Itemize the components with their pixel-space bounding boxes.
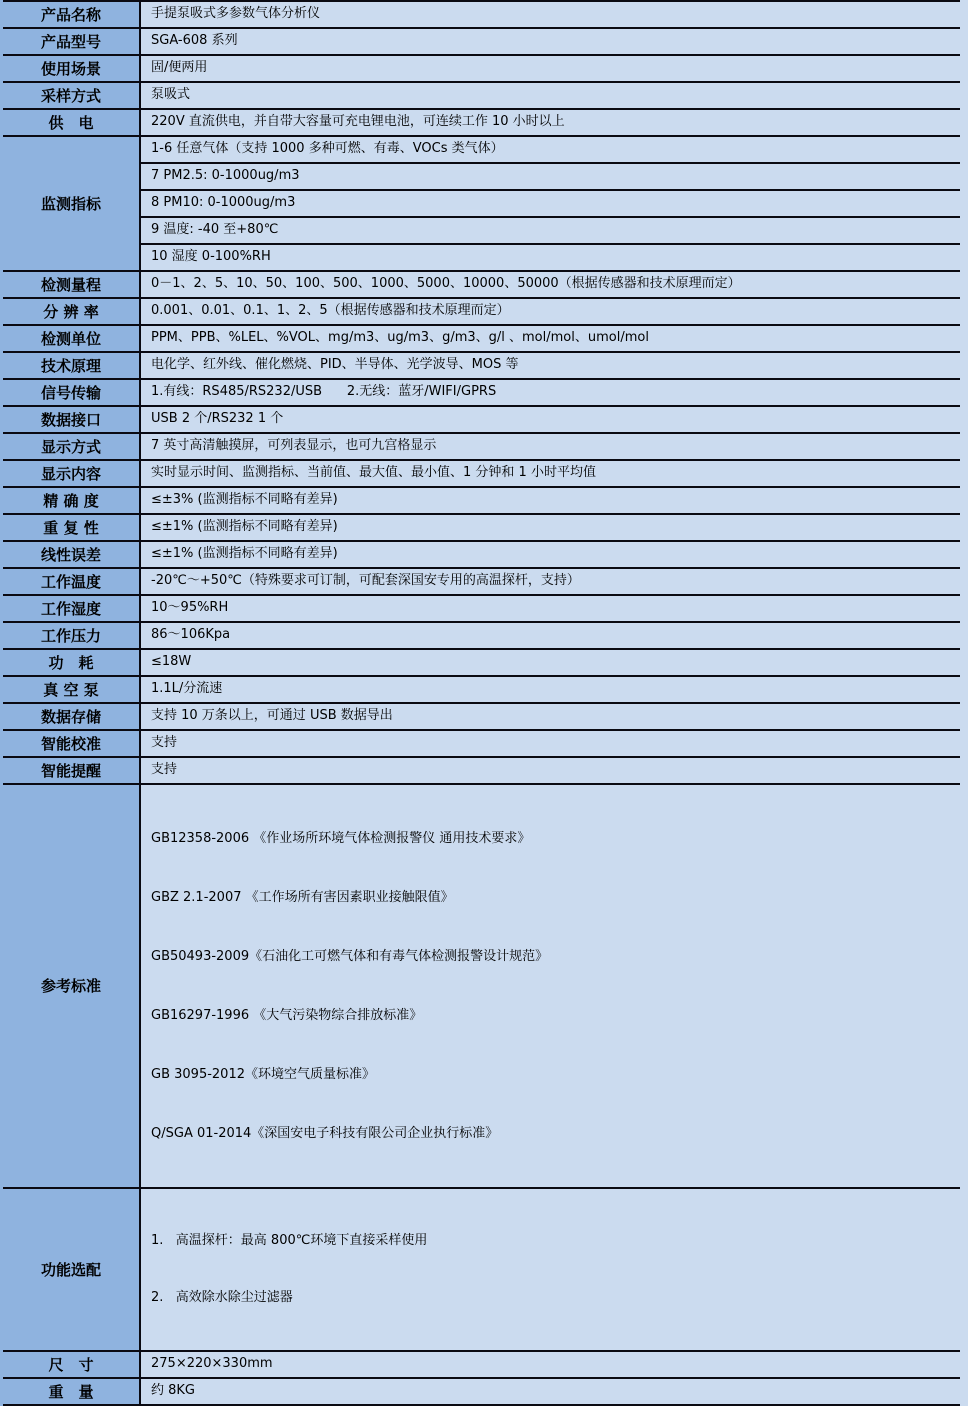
optional-features-label: 功能选配	[3, 1188, 140, 1351]
data-storage-value: 支持 10 万条以上，可通过 USB 数据导出	[140, 703, 960, 730]
detection-range-value: 0－1、2、5、10、50、100、500、1000、5000、10000、50000（根据传感器和技术原理而定）	[140, 271, 960, 298]
spec-row-monitoring-indicators	[3, 244, 960, 271]
product-name-value: 手提泵吸式多参数气体分析仪	[140, 1, 960, 28]
spec-row-weight	[3, 1378, 960, 1405]
power-consumption-value: ≤18W	[140, 649, 960, 676]
spec-row-smart-reminder	[3, 757, 960, 784]
vacuum-pump-value: 1.1L/分流速	[140, 676, 960, 703]
spec-row-detection-range	[3, 271, 960, 298]
resolution-value: 0.001、0.01、0.1、1、2、5（根据传感器和技术原理而定）	[140, 298, 960, 325]
spec-row-power-consumption	[3, 649, 960, 676]
spec-row-accuracy	[3, 487, 960, 514]
linearity-error-label: 线性误差	[3, 541, 140, 568]
spec-row-repeatability	[3, 514, 960, 541]
working-pressure-value: 86～106Kpa	[140, 622, 960, 649]
working-pressure-label: 工作压力	[3, 622, 140, 649]
spec-row-detection-unit	[3, 325, 960, 352]
monitoring-indicator-2: 7 PM2.5: 0-1000ug/m3	[140, 163, 960, 190]
display-content-label: 显示内容	[3, 460, 140, 487]
spec-row-power-supply	[3, 109, 960, 136]
spec-row-monitoring-indicators	[3, 163, 960, 190]
product-model-label: 产品型号	[3, 28, 140, 55]
spec-row-signal-transmission	[3, 379, 960, 406]
spec-row-linearity-error	[3, 541, 960, 568]
repeatability-label: 重 复 性	[3, 514, 140, 541]
smart-reminder-label: 智能提醒	[3, 757, 140, 784]
spec-row-resolution	[3, 298, 960, 325]
monitoring-indicator-4: 9 温度: -40 至+80℃	[140, 217, 960, 244]
display-mode-label: 显示方式	[3, 433, 140, 460]
working-humidity-value: 10～95%RH	[140, 595, 960, 622]
vacuum-pump-label: 真 空 泵	[3, 676, 140, 703]
monitoring-indicator-1: 1-6 任意气体（支持 1000 多种可燃、有毒、VOCs 类气体）	[140, 136, 960, 163]
spec-row-reference-standards	[3, 784, 960, 1188]
accuracy-label: 精 确 度	[3, 487, 140, 514]
resolution-label: 分 辨 率	[3, 298, 140, 325]
signal-transmission-label: 信号传输	[3, 379, 140, 406]
weight-label: 重 量	[3, 1378, 140, 1405]
display-content-value: 实时显示时间、监测指标、当前值、最大值、最小值、1 分钟和 1 小时平均值	[140, 460, 960, 487]
spec-row-smart-calibration	[3, 730, 960, 757]
smart-calibration-label: 智能校准	[3, 730, 140, 757]
data-interface-value: USB 2 个/RS232 1 个	[140, 406, 960, 433]
reference-standard-1: GB12358-2006 《作业场所环境气体检测报警仪 通用技术要求》	[151, 830, 531, 846]
spec-row-monitoring-indicators	[3, 136, 960, 163]
sampling-method-value: 泵吸式	[140, 82, 960, 109]
spec-row-technical-principle	[3, 352, 960, 379]
smart-calibration-value: 支持	[140, 730, 960, 757]
optional-feature-2: 2. 高效除水除尘过滤器	[151, 1289, 293, 1305]
spec-row-sampling-method	[3, 82, 960, 109]
detection-unit-value: PPM、PPB、%LEL、%VOL、mg/m3、ug/m3、g/m3、g/l 、mol/mol、umol/mol	[140, 325, 960, 352]
spec-row-monitoring-indicators	[3, 190, 960, 217]
display-mode-value: 7 英寸高清触摸屏，可列表显示，也可九宫格显示	[140, 433, 960, 460]
data-storage-label: 数据存储	[3, 703, 140, 730]
reference-standard-5: GB 3095-2012《环境空气质量标准》	[151, 1066, 375, 1082]
linearity-error-value: ≤±1% (监测指标不同略有差异)	[140, 541, 960, 568]
product-name-label: 产品名称	[3, 1, 140, 28]
spec-row-display-content	[3, 460, 960, 487]
spec-row-working-humidity	[3, 595, 960, 622]
spec-row-product-model	[3, 28, 960, 55]
working-temperature-value: -20℃～+50℃（特殊要求可订制，可配套深国安专用的高温探杆，支持）	[140, 568, 960, 595]
spec-row-data-storage	[3, 703, 960, 730]
product-spec-table	[3, 0, 960, 1406]
optional-feature-1: 1. 高温探杆：最高 800℃环境下直接采样使用	[151, 1233, 428, 1249]
spec-row-product-name	[3, 1, 960, 28]
spec-row-dimensions	[3, 1351, 960, 1378]
power-supply-label: 供 电	[3, 109, 140, 136]
monitoring-indicators-label: 监测指标	[3, 136, 140, 271]
optional-features-value	[140, 1188, 960, 1351]
spec-row-working-temperature	[3, 568, 960, 595]
usage-scenario-label: 使用场景	[3, 55, 140, 82]
power-supply-value: 220V 直流供电，并自带大容量可充电锂电池，可连续工作 10 小时以上	[140, 109, 960, 136]
spec-row-monitoring-indicators	[3, 217, 960, 244]
signal-transmission-value: 1.有线：RS485/RS232/USB 2.无线：蓝牙/WIFI/GPRS	[140, 379, 960, 406]
usage-scenario-value: 固/便两用	[140, 55, 960, 82]
spec-row-vacuum-pump	[3, 676, 960, 703]
reference-standards-label: 参考标准	[3, 784, 140, 1188]
spec-row-display-mode	[3, 433, 960, 460]
accuracy-value: ≤±3% (监测指标不同略有差异)	[140, 487, 960, 514]
reference-standard-2: GBZ 2.1-2007 《工作场所有害因素职业接触限值》	[151, 889, 454, 905]
data-interface-label: 数据接口	[3, 406, 140, 433]
reference-standard-3: GB50493-2009《石油化工可燃气体和有毒气体检测报警设计规范》	[151, 948, 549, 964]
reference-standards-value	[140, 784, 960, 1188]
reference-standard-6: Q/SGA 01-2014《深国安电子科技有限公司企业执行标准》	[151, 1125, 499, 1141]
sampling-method-label: 采样方式	[3, 82, 140, 109]
power-consumption-label: 功 耗	[3, 649, 140, 676]
working-temperature-label: 工作温度	[3, 568, 140, 595]
spec-row-optional-features	[3, 1188, 960, 1351]
dimensions-value: 275×220×330mm	[140, 1351, 960, 1378]
reference-standard-4: GB16297-1996 《大气污染物综合排放标准》	[151, 1007, 423, 1023]
dimensions-label: 尺 寸	[3, 1351, 140, 1378]
spec-row-usage-scenario	[3, 55, 960, 82]
spec-row-working-pressure	[3, 622, 960, 649]
detection-range-label: 检测量程	[3, 271, 140, 298]
detection-unit-label: 检测单位	[3, 325, 140, 352]
technical-principle-value: 电化学、红外线、催化燃烧、PID、半导体、光学波导、MOS 等	[140, 352, 960, 379]
working-humidity-label: 工作湿度	[3, 595, 140, 622]
monitoring-indicator-3: 8 PM10: 0-1000ug/m3	[140, 190, 960, 217]
weight-value: 约 8KG	[140, 1378, 960, 1405]
spec-row-data-interface	[3, 406, 960, 433]
product-model-value: SGA-608 系列	[140, 28, 960, 55]
repeatability-value: ≤±1% (监测指标不同略有差异)	[140, 514, 960, 541]
monitoring-indicator-5: 10 湿度 0-100%RH	[140, 244, 960, 271]
technical-principle-label: 技术原理	[3, 352, 140, 379]
smart-reminder-value: 支持	[140, 757, 960, 784]
